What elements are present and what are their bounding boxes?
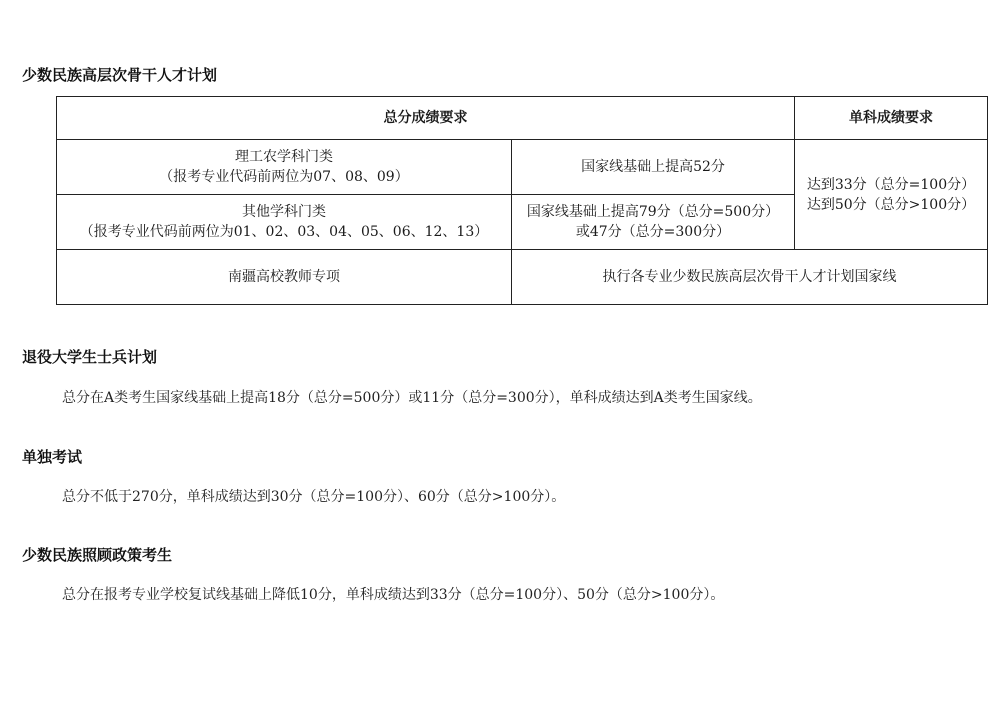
section-text-veteran-plan: 总分在A类考生国家线基础上提高18分（总分=500分）或11分（总分=300分），单科成绩达到A类考生国家线。: [62, 390, 762, 406]
category-cell: 南疆高校教师专项: [57, 250, 512, 305]
total-req-line: 国家线基础上提高79分（总分=500分）: [526, 204, 780, 220]
table-row: [57, 140, 988, 195]
category-cell: [57, 195, 512, 250]
requirement-cell: 执行各专业少数民族高层次骨干人才计划国家线: [512, 250, 988, 305]
single-req-line: 达到50分（总分>100分）: [806, 196, 976, 213]
section-text-minority-preferential: 总分在报考专业学校复试线基础上降低10分，单科成绩达到33分（总分=100分）、50分（总分>100分）。: [62, 587, 725, 603]
category-name: 理工农学科门类: [235, 149, 333, 165]
category-codes: （报考专业代码前两位为01、02、03、04、05、06、12、13）: [79, 224, 489, 240]
section-heading-minority-preferential: 少数民族照顾政策考生: [22, 546, 173, 564]
score-requirements-table: [56, 96, 988, 305]
total-score-requirement: [512, 195, 795, 250]
single-req-line: 达到33分（总分=100分）: [806, 176, 976, 193]
section-heading-separate-exam: 单独考试: [22, 448, 83, 466]
section-heading-veteran-plan: 退役大学生士兵计划: [22, 348, 158, 366]
header-single-score: 单科成绩要求: [795, 97, 988, 140]
category-name: 其他学科门类: [242, 204, 326, 220]
section-heading-minority-talent: 少数民族高层次骨干人才计划: [22, 66, 218, 84]
total-req-line: 或47分（总分=300分）: [575, 224, 731, 240]
section-text-separate-exam: 总分不低于270分，单科成绩达到30分（总分=100分）、60分（总分>100分）。: [62, 489, 566, 505]
single-score-requirement: [795, 140, 988, 250]
category-cell: [57, 140, 512, 195]
table-header-row: [57, 97, 988, 140]
table-row: [57, 250, 988, 305]
category-codes: （报考专业代码前两位为07、08、09）: [159, 169, 409, 185]
header-total-score: 总分成绩要求: [57, 97, 795, 140]
total-score-requirement: 国家线基础上提高52分: [512, 140, 795, 195]
